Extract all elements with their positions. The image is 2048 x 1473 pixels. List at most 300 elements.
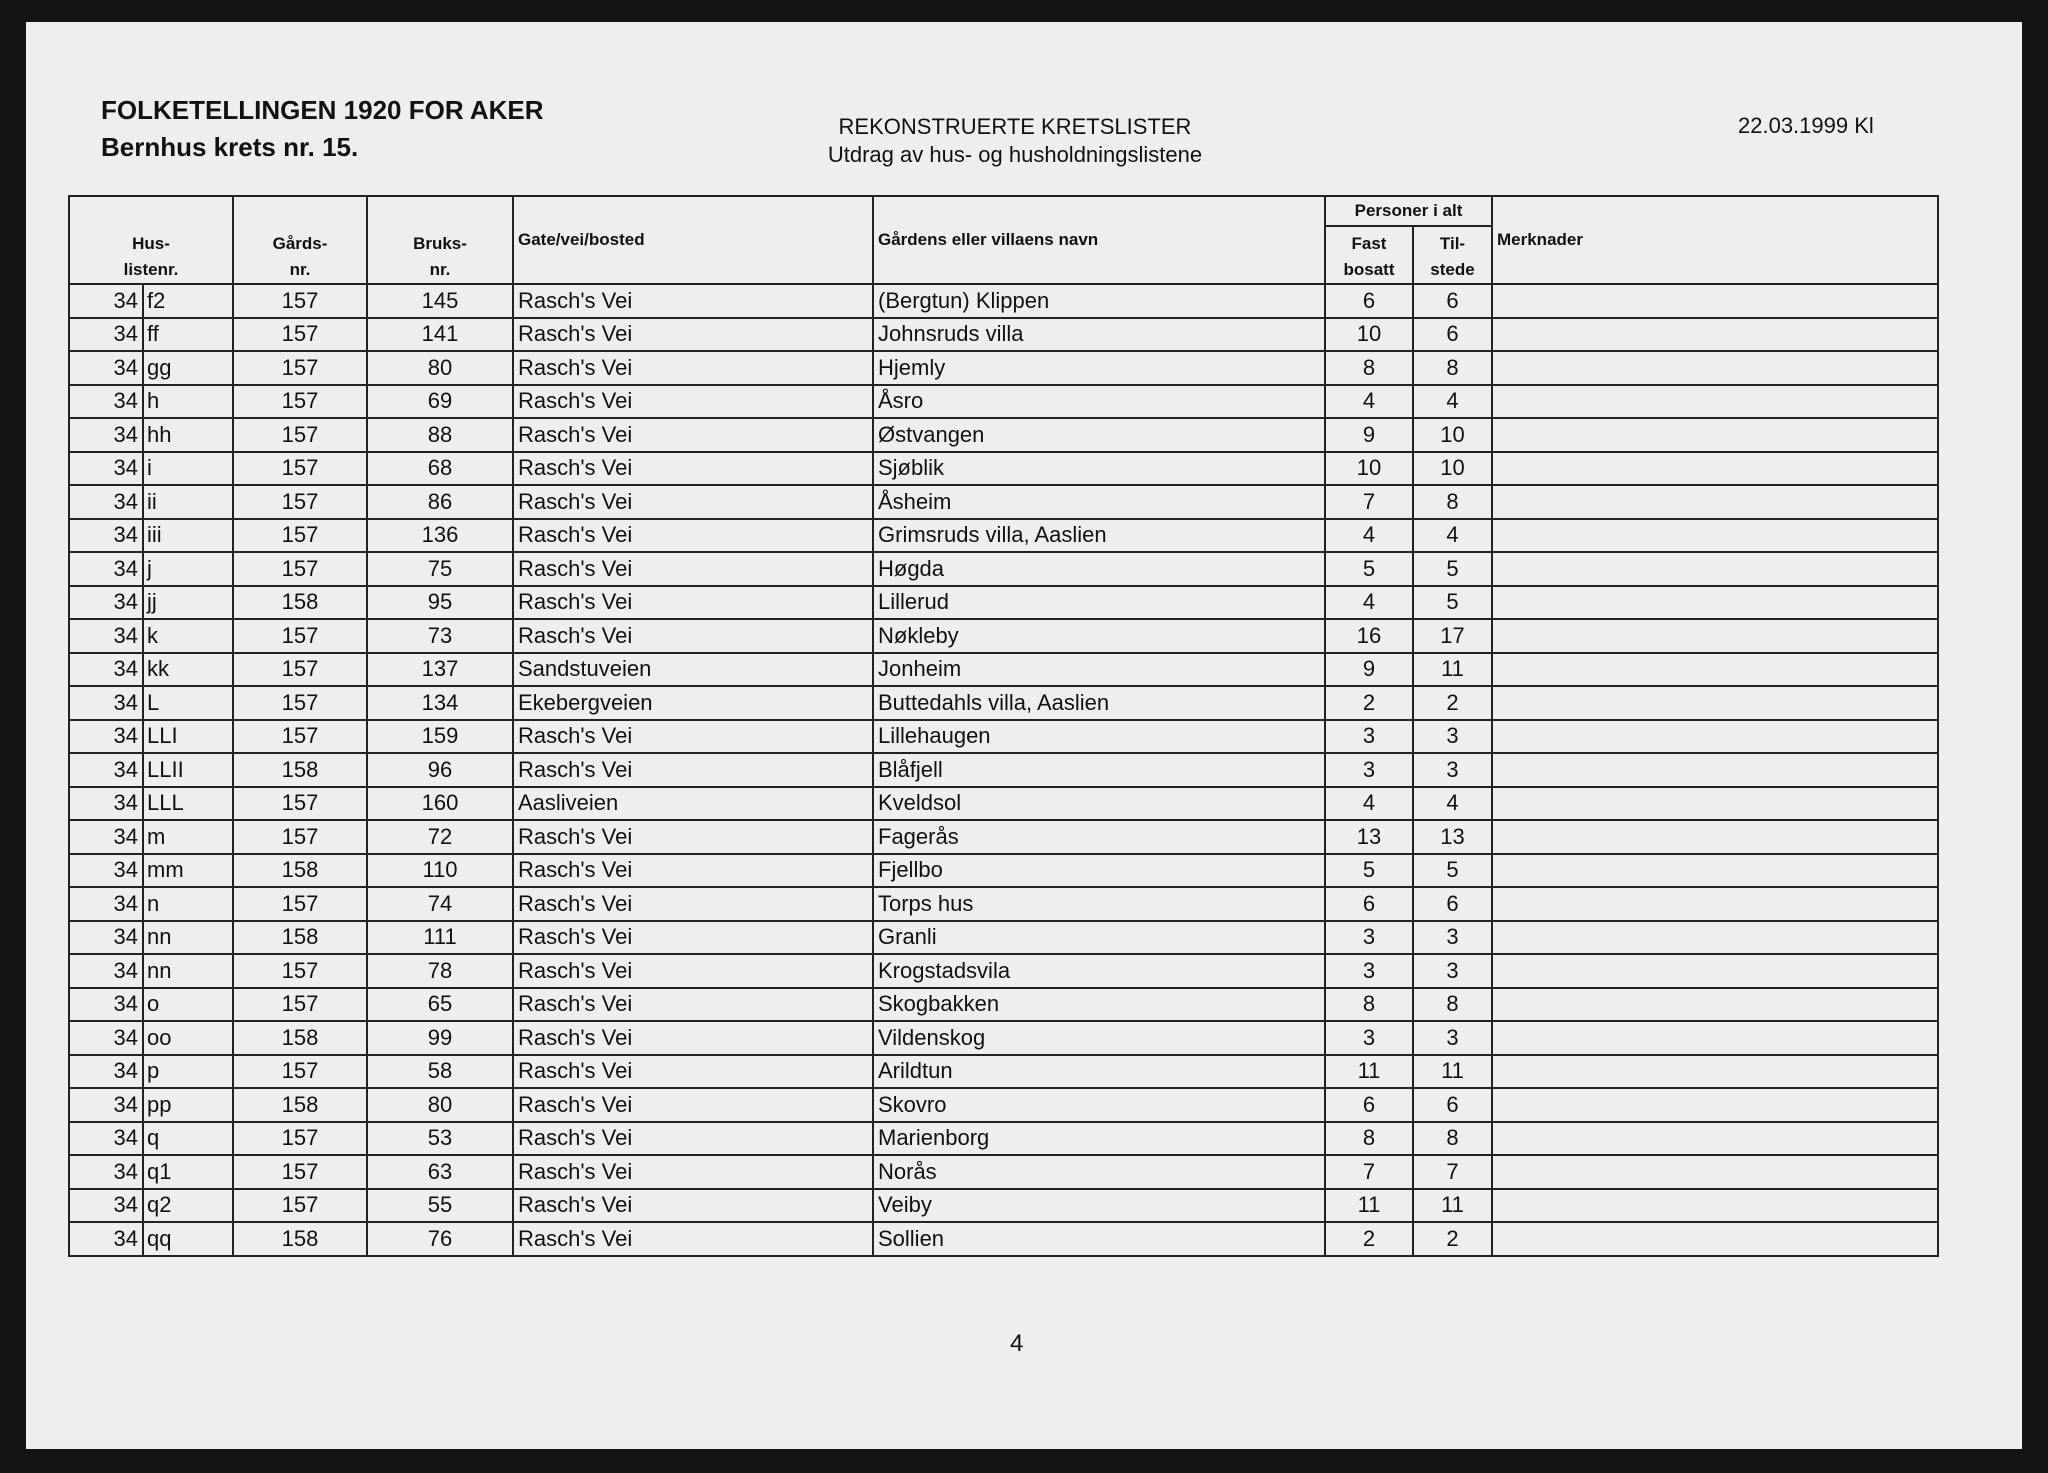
cell-hus-suffix: q2: [143, 1189, 233, 1223]
table-row: [69, 1021, 1938, 1055]
cell-bruks-nr: 159: [367, 720, 513, 754]
cell-bruks-nr: 80: [367, 1088, 513, 1122]
cell-bruks-nr: 73: [367, 619, 513, 653]
cell-fast-bosatt: 7: [1325, 1155, 1413, 1189]
cell-bruks-nr: 99: [367, 1021, 513, 1055]
cell-gards-nr: 157: [233, 787, 367, 821]
cell-gards-nr: 157: [233, 452, 367, 486]
cell-gards-nr: 157: [233, 1122, 367, 1156]
cell-hus-nr: 34: [69, 820, 143, 854]
cell-til-stede: 2: [1413, 1222, 1492, 1256]
header-fast-bosatt: Fast bosatt: [1325, 226, 1413, 284]
cell-bruks-nr: 58: [367, 1055, 513, 1089]
table-row: [69, 988, 1938, 1022]
cell-hus-nr: 34: [69, 954, 143, 988]
table-row: [69, 318, 1938, 352]
cell-hus-nr: 34: [69, 720, 143, 754]
cell-bruks-nr: 145: [367, 284, 513, 318]
cell-navn: Marienborg: [873, 1122, 1325, 1156]
census-table: [68, 195, 1939, 1257]
cell-gate: Rasch's Vei: [513, 552, 873, 586]
cell-navn: Veiby: [873, 1189, 1325, 1223]
cell-hus-suffix: i: [143, 452, 233, 486]
cell-merknader: [1492, 787, 1938, 821]
document-date: 22.03.1999 Kl: [1738, 113, 1874, 138]
cell-fast-bosatt: 5: [1325, 854, 1413, 888]
cell-merknader: [1492, 284, 1938, 318]
cell-gards-nr: 158: [233, 921, 367, 955]
cell-bruks-nr: 74: [367, 887, 513, 921]
document-subtitle: Bernhus krets nr. 15.: [101, 132, 359, 162]
cell-bruks-nr: 76: [367, 1222, 513, 1256]
cell-hus-suffix: j: [143, 552, 233, 586]
cell-hus-suffix: iii: [143, 519, 233, 553]
cell-merknader: [1492, 1021, 1938, 1055]
cell-hus-suffix: f2: [143, 284, 233, 318]
cell-hus-nr: 34: [69, 753, 143, 787]
cell-gate: Rasch's Vei: [513, 753, 873, 787]
cell-gate: Rasch's Vei: [513, 1055, 873, 1089]
table-row: [69, 820, 1938, 854]
cell-hus-nr: 34: [69, 1021, 143, 1055]
cell-hus-nr: 34: [69, 519, 143, 553]
cell-gate: Rasch's Vei: [513, 720, 873, 754]
cell-gate: Rasch's Vei: [513, 452, 873, 486]
cell-navn: Skogbakken: [873, 988, 1325, 1022]
header-merknader: Merknader: [1492, 196, 1938, 284]
header-center-line1: REKONSTRUERTE KRETSLISTER: [838, 114, 1192, 139]
cell-hus-suffix: L: [143, 686, 233, 720]
cell-bruks-nr: 95: [367, 586, 513, 620]
cell-navn: Åsro: [873, 385, 1325, 419]
cell-til-stede: 6: [1413, 318, 1492, 352]
cell-hus-nr: 34: [69, 653, 143, 687]
cell-gards-nr: 157: [233, 954, 367, 988]
cell-hus-nr: 34: [69, 485, 143, 519]
cell-merknader: [1492, 720, 1938, 754]
cell-gate: Rasch's Vei: [513, 1155, 873, 1189]
cell-hus-suffix: h: [143, 385, 233, 419]
cell-bruks-nr: 68: [367, 452, 513, 486]
cell-fast-bosatt: 7: [1325, 485, 1413, 519]
cell-navn: Østvangen: [873, 418, 1325, 452]
cell-navn: Johnsruds villa: [873, 318, 1325, 352]
table-row: [69, 452, 1938, 486]
cell-til-stede: 7: [1413, 1155, 1492, 1189]
cell-fast-bosatt: 10: [1325, 318, 1413, 352]
cell-til-stede: 2: [1413, 686, 1492, 720]
cell-gate: Rasch's Vei: [513, 988, 873, 1022]
cell-hus-suffix: gg: [143, 351, 233, 385]
table-row: [69, 653, 1938, 687]
header-center: [770, 113, 1260, 169]
cell-merknader: [1492, 1122, 1938, 1156]
cell-hus-suffix: LLL: [143, 787, 233, 821]
cell-merknader: [1492, 552, 1938, 586]
table-row: [69, 887, 1938, 921]
cell-hus-suffix: q: [143, 1122, 233, 1156]
table-row: [69, 686, 1938, 720]
table-row: [69, 418, 1938, 452]
cell-hus-suffix: p: [143, 1055, 233, 1089]
cell-hus-suffix: oo: [143, 1021, 233, 1055]
cell-hus-suffix: hh: [143, 418, 233, 452]
header-til-stede: Til- stede: [1413, 226, 1492, 284]
cell-hus-nr: 34: [69, 284, 143, 318]
table-row: [69, 586, 1938, 620]
cell-hus-nr: 34: [69, 385, 143, 419]
cell-til-stede: 6: [1413, 887, 1492, 921]
cell-gate: Rasch's Vei: [513, 284, 873, 318]
cell-merknader: [1492, 452, 1938, 486]
cell-gards-nr: 157: [233, 1155, 367, 1189]
cell-navn: Vildenskog: [873, 1021, 1325, 1055]
cell-gards-nr: 157: [233, 385, 367, 419]
cell-gate: Rasch's Vei: [513, 351, 873, 385]
cell-gards-nr: 157: [233, 686, 367, 720]
cell-hus-nr: 34: [69, 318, 143, 352]
cell-merknader: [1492, 351, 1938, 385]
cell-navn: Granli: [873, 921, 1325, 955]
cell-gards-nr: 157: [233, 1189, 367, 1223]
cell-gards-nr: 158: [233, 854, 367, 888]
cell-gate: Rasch's Vei: [513, 1222, 873, 1256]
cell-gate: Rasch's Vei: [513, 519, 873, 553]
cell-hus-nr: 34: [69, 1055, 143, 1089]
cell-merknader: [1492, 1055, 1938, 1089]
cell-gards-nr: 157: [233, 988, 367, 1022]
table-row: [69, 284, 1938, 318]
table-row: [69, 753, 1938, 787]
cell-bruks-nr: 137: [367, 653, 513, 687]
cell-bruks-nr: 111: [367, 921, 513, 955]
cell-navn: Nøkleby: [873, 619, 1325, 653]
cell-navn: Grimsruds villa, Aaslien: [873, 519, 1325, 553]
cell-hus-suffix: kk: [143, 653, 233, 687]
cell-hus-nr: 34: [69, 1088, 143, 1122]
cell-gards-nr: 158: [233, 753, 367, 787]
cell-gate: Rasch's Vei: [513, 954, 873, 988]
cell-til-stede: 5: [1413, 552, 1492, 586]
cell-gate: Rasch's Vei: [513, 854, 873, 888]
cell-gards-nr: 157: [233, 284, 367, 318]
header-navn: Gårdens eller villaens navn: [873, 196, 1325, 284]
cell-fast-bosatt: 11: [1325, 1055, 1413, 1089]
table-row: [69, 921, 1938, 955]
cell-gards-nr: 157: [233, 619, 367, 653]
cell-gate: Rasch's Vei: [513, 318, 873, 352]
cell-gards-nr: 158: [233, 1021, 367, 1055]
cell-hus-nr: 34: [69, 686, 143, 720]
cell-til-stede: 4: [1413, 519, 1492, 553]
cell-fast-bosatt: 11: [1325, 1189, 1413, 1223]
cell-hus-suffix: mm: [143, 854, 233, 888]
cell-navn: Lillehaugen: [873, 720, 1325, 754]
table-row: [69, 1088, 1938, 1122]
cell-merknader: [1492, 519, 1938, 553]
cell-til-stede: 11: [1413, 653, 1492, 687]
header-hus-listenr: Hus- listenr.: [69, 196, 233, 284]
cell-hus-suffix: n: [143, 887, 233, 921]
table-row: [69, 519, 1938, 553]
cell-hus-nr: 34: [69, 921, 143, 955]
cell-merknader: [1492, 921, 1938, 955]
cell-fast-bosatt: 3: [1325, 921, 1413, 955]
cell-bruks-nr: 65: [367, 988, 513, 1022]
cell-hus-suffix: qq: [143, 1222, 233, 1256]
cell-gate: Sandstuveien: [513, 653, 873, 687]
table-row: [69, 1055, 1938, 1089]
cell-navn: Høgda: [873, 552, 1325, 586]
page-number: 4: [1010, 1330, 1024, 1357]
cell-bruks-nr: 86: [367, 485, 513, 519]
cell-til-stede: 3: [1413, 954, 1492, 988]
cell-navn: Sjøblik: [873, 452, 1325, 486]
cell-hus-suffix: ii: [143, 485, 233, 519]
table-row: [69, 1122, 1938, 1156]
cell-gate: Rasch's Vei: [513, 418, 873, 452]
cell-gards-nr: 157: [233, 887, 367, 921]
cell-fast-bosatt: 6: [1325, 284, 1413, 318]
cell-bruks-nr: 96: [367, 753, 513, 787]
cell-merknader: [1492, 988, 1938, 1022]
cell-merknader: [1492, 653, 1938, 687]
cell-gate: Rasch's Vei: [513, 385, 873, 419]
table-row: [69, 485, 1938, 519]
cell-hus-nr: 34: [69, 1222, 143, 1256]
cell-til-stede: 8: [1413, 1122, 1492, 1156]
cell-gards-nr: 157: [233, 351, 367, 385]
cell-fast-bosatt: 10: [1325, 452, 1413, 486]
table-row: [69, 1155, 1938, 1189]
table-row: [69, 1189, 1938, 1223]
document-title: FOLKETELLINGEN 1920 FOR AKER: [101, 95, 544, 125]
cell-fast-bosatt: 5: [1325, 552, 1413, 586]
cell-til-stede: 10: [1413, 452, 1492, 486]
cell-hus-nr: 34: [69, 887, 143, 921]
cell-gate: Rasch's Vei: [513, 820, 873, 854]
table-row: [69, 1222, 1938, 1256]
cell-hus-suffix: pp: [143, 1088, 233, 1122]
table-row: [69, 854, 1938, 888]
cell-bruks-nr: 136: [367, 519, 513, 553]
cell-fast-bosatt: 9: [1325, 418, 1413, 452]
cell-fast-bosatt: 4: [1325, 519, 1413, 553]
cell-fast-bosatt: 8: [1325, 1122, 1413, 1156]
header-gards-nr: Gårds- nr.: [233, 196, 367, 284]
header-bruks-nr: Bruks- nr.: [367, 196, 513, 284]
cell-hus-nr: 34: [69, 787, 143, 821]
cell-til-stede: 11: [1413, 1189, 1492, 1223]
cell-gate: Rasch's Vei: [513, 619, 873, 653]
cell-merknader: [1492, 887, 1938, 921]
cell-fast-bosatt: 9: [1325, 653, 1413, 687]
cell-navn: Jonheim: [873, 653, 1325, 687]
cell-til-stede: 13: [1413, 820, 1492, 854]
cell-bruks-nr: 80: [367, 351, 513, 385]
cell-til-stede: 3: [1413, 921, 1492, 955]
cell-til-stede: 3: [1413, 720, 1492, 754]
cell-hus-suffix: o: [143, 988, 233, 1022]
cell-til-stede: 10: [1413, 418, 1492, 452]
cell-hus-nr: 34: [69, 988, 143, 1022]
cell-fast-bosatt: 8: [1325, 988, 1413, 1022]
cell-merknader: [1492, 619, 1938, 653]
cell-hus-suffix: LLII: [143, 753, 233, 787]
cell-gate: Rasch's Vei: [513, 887, 873, 921]
header-personer-i-alt: Personer i alt: [1325, 196, 1492, 226]
cell-merknader: [1492, 854, 1938, 888]
cell-navn: Fjellbo: [873, 854, 1325, 888]
table-row: [69, 552, 1938, 586]
cell-fast-bosatt: 2: [1325, 686, 1413, 720]
cell-hus-nr: 34: [69, 418, 143, 452]
cell-bruks-nr: 134: [367, 686, 513, 720]
cell-gards-nr: 158: [233, 1222, 367, 1256]
cell-navn: Buttedahls villa, Aaslien: [873, 686, 1325, 720]
cell-gards-nr: 158: [233, 1088, 367, 1122]
cell-til-stede: 6: [1413, 284, 1492, 318]
cell-merknader: [1492, 485, 1938, 519]
cell-hus-nr: 34: [69, 1155, 143, 1189]
cell-fast-bosatt: 6: [1325, 887, 1413, 921]
cell-merknader: [1492, 820, 1938, 854]
cell-merknader: [1492, 385, 1938, 419]
cell-bruks-nr: 75: [367, 552, 513, 586]
cell-bruks-nr: 69: [367, 385, 513, 419]
cell-til-stede: 4: [1413, 385, 1492, 419]
cell-gards-nr: 157: [233, 318, 367, 352]
cell-merknader: [1492, 1088, 1938, 1122]
table-row: [69, 351, 1938, 385]
cell-navn: Norås: [873, 1155, 1325, 1189]
cell-til-stede: 8: [1413, 988, 1492, 1022]
cell-hus-suffix: nn: [143, 954, 233, 988]
cell-navn: Lillerud: [873, 586, 1325, 620]
cell-hus-nr: 34: [69, 1189, 143, 1223]
cell-fast-bosatt: 4: [1325, 787, 1413, 821]
cell-merknader: [1492, 586, 1938, 620]
table-body: [69, 284, 1938, 1256]
cell-hus-suffix: q1: [143, 1155, 233, 1189]
cell-fast-bosatt: 6: [1325, 1088, 1413, 1122]
cell-hus-nr: 34: [69, 586, 143, 620]
cell-fast-bosatt: 8: [1325, 351, 1413, 385]
cell-bruks-nr: 72: [367, 820, 513, 854]
cell-bruks-nr: 53: [367, 1122, 513, 1156]
cell-merknader: [1492, 1189, 1938, 1223]
cell-fast-bosatt: 13: [1325, 820, 1413, 854]
cell-fast-bosatt: 3: [1325, 954, 1413, 988]
cell-gate: Rasch's Vei: [513, 1122, 873, 1156]
cell-gards-nr: 157: [233, 485, 367, 519]
table-row: [69, 720, 1938, 754]
table-row: [69, 619, 1938, 653]
cell-gate: Rasch's Vei: [513, 1189, 873, 1223]
cell-navn: Sollien: [873, 1222, 1325, 1256]
cell-navn: Arildtun: [873, 1055, 1325, 1089]
cell-gate: Aasliveien: [513, 787, 873, 821]
cell-bruks-nr: 160: [367, 787, 513, 821]
cell-til-stede: 3: [1413, 753, 1492, 787]
header-gate: Gate/vei/bosted: [513, 196, 873, 284]
cell-hus-suffix: k: [143, 619, 233, 653]
cell-til-stede: 5: [1413, 586, 1492, 620]
cell-til-stede: 3: [1413, 1021, 1492, 1055]
cell-fast-bosatt: 4: [1325, 385, 1413, 419]
table-row: [69, 954, 1938, 988]
cell-bruks-nr: 78: [367, 954, 513, 988]
cell-gate: Ekebergveien: [513, 686, 873, 720]
cell-bruks-nr: 110: [367, 854, 513, 888]
cell-navn: Hjemly: [873, 351, 1325, 385]
cell-gate: Rasch's Vei: [513, 485, 873, 519]
cell-fast-bosatt: 2: [1325, 1222, 1413, 1256]
cell-bruks-nr: 55: [367, 1189, 513, 1223]
cell-bruks-nr: 63: [367, 1155, 513, 1189]
cell-navn: Åsheim: [873, 485, 1325, 519]
cell-gards-nr: 157: [233, 720, 367, 754]
cell-gards-nr: 158: [233, 586, 367, 620]
cell-gards-nr: 157: [233, 552, 367, 586]
cell-hus-suffix: jj: [143, 586, 233, 620]
cell-merknader: [1492, 686, 1938, 720]
cell-bruks-nr: 141: [367, 318, 513, 352]
cell-gate: Rasch's Vei: [513, 1088, 873, 1122]
cell-hus-suffix: ff: [143, 318, 233, 352]
cell-gate: Rasch's Vei: [513, 586, 873, 620]
cell-gards-nr: 157: [233, 1055, 367, 1089]
cell-navn: Blåfjell: [873, 753, 1325, 787]
cell-hus-nr: 34: [69, 854, 143, 888]
cell-til-stede: 6: [1413, 1088, 1492, 1122]
cell-til-stede: 17: [1413, 619, 1492, 653]
cell-hus-nr: 34: [69, 452, 143, 486]
cell-gards-nr: 157: [233, 418, 367, 452]
cell-fast-bosatt: 16: [1325, 619, 1413, 653]
cell-navn: Skovro: [873, 1088, 1325, 1122]
cell-navn: (Bergtun) Klippen: [873, 284, 1325, 318]
cell-fast-bosatt: 4: [1325, 586, 1413, 620]
cell-bruks-nr: 88: [367, 418, 513, 452]
cell-hus-nr: 34: [69, 1122, 143, 1156]
cell-fast-bosatt: 3: [1325, 753, 1413, 787]
cell-til-stede: 8: [1413, 351, 1492, 385]
cell-merknader: [1492, 1155, 1938, 1189]
cell-til-stede: 5: [1413, 854, 1492, 888]
cell-hus-suffix: LLI: [143, 720, 233, 754]
cell-fast-bosatt: 3: [1325, 720, 1413, 754]
cell-navn: Kveldsol: [873, 787, 1325, 821]
cell-merknader: [1492, 418, 1938, 452]
cell-hus-nr: 34: [69, 552, 143, 586]
cell-merknader: [1492, 1222, 1938, 1256]
cell-merknader: [1492, 318, 1938, 352]
cell-til-stede: 4: [1413, 787, 1492, 821]
cell-gards-nr: 157: [233, 653, 367, 687]
cell-hus-suffix: nn: [143, 921, 233, 955]
cell-merknader: [1492, 753, 1938, 787]
cell-fast-bosatt: 3: [1325, 1021, 1413, 1055]
cell-merknader: [1492, 954, 1938, 988]
cell-navn: Krogstadsvila: [873, 954, 1325, 988]
cell-hus-nr: 34: [69, 619, 143, 653]
cell-til-stede: 11: [1413, 1055, 1492, 1089]
cell-hus-suffix: m: [143, 820, 233, 854]
header-center-line2: Utdrag av hus- og husholdningslistene: [827, 142, 1203, 167]
cell-hus-nr: 34: [69, 351, 143, 385]
cell-gate: Rasch's Vei: [513, 921, 873, 955]
